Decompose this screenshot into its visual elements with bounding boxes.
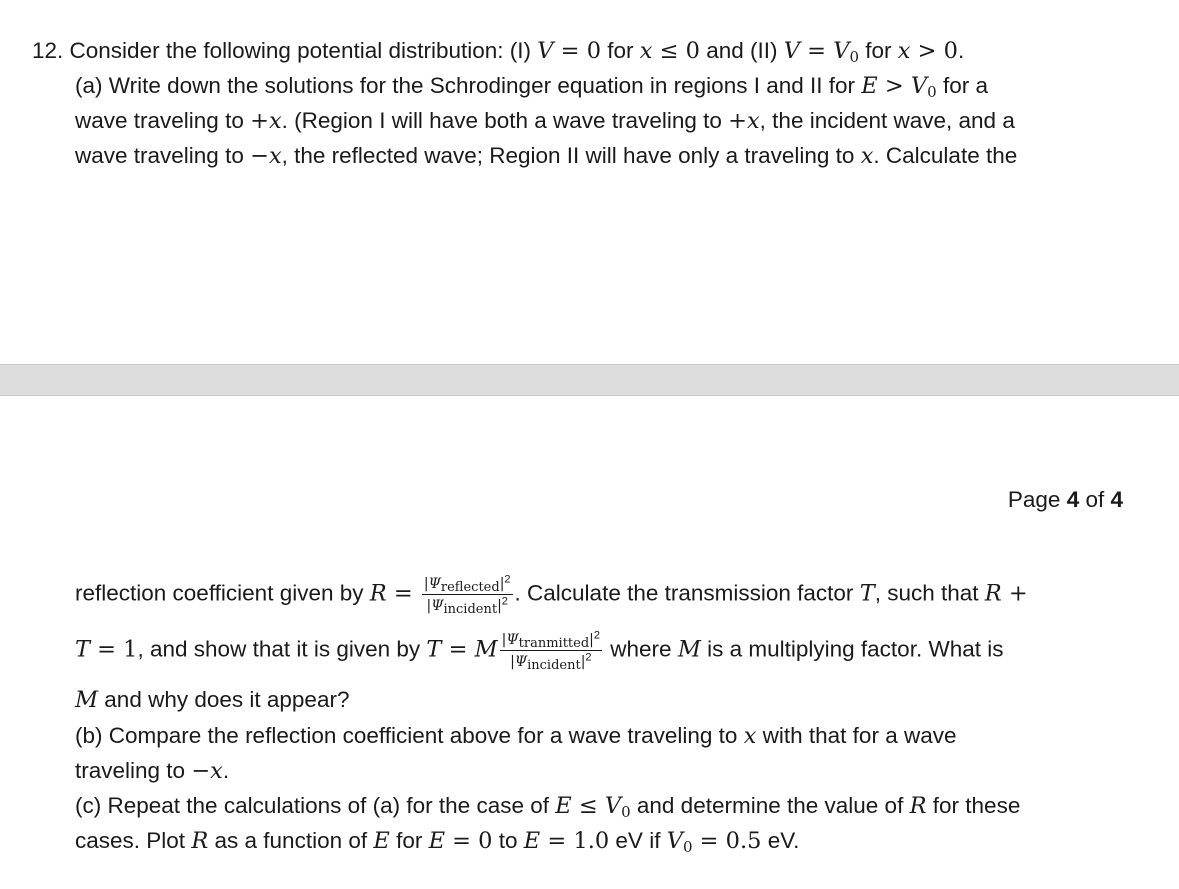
math-symbol: E: [428, 828, 446, 854]
question-12-line-10: [75, 793, 1021, 821]
total-pages: 4: [1110, 487, 1123, 512]
text: . (Region I will have both a wave traveling to: [281, 108, 729, 133]
math-text: = 0.5: [692, 828, 762, 854]
abs-bar: |: [497, 598, 502, 614]
text: , the incident wave, and a: [759, 108, 1015, 133]
text: eV.: [761, 828, 800, 853]
math-symbol: M: [677, 636, 701, 663]
math-symbol: V: [910, 73, 928, 99]
text: and why does it appear?: [98, 687, 350, 712]
transmission-fraction: [500, 629, 602, 673]
math-subscript: 0: [621, 803, 631, 821]
text: (c) Repeat the calculations of (a) for the case of: [75, 793, 556, 818]
math-symbol: +x: [728, 108, 760, 134]
text: of: [1079, 487, 1111, 512]
math-symbol: R: [369, 580, 387, 607]
text: reflection coefficient given by: [75, 580, 370, 606]
question-12-line-6: [75, 629, 1004, 673]
math-subscript: 0: [849, 48, 859, 66]
text: cases. Plot: [75, 828, 192, 853]
math-symbol: E: [861, 73, 878, 99]
fraction-numerator: [500, 629, 602, 651]
abs-bar: |: [510, 654, 515, 670]
text: . Calculate the: [873, 143, 1018, 168]
text: for: [389, 828, 429, 853]
math-symbol: V: [604, 793, 622, 819]
text: Consider the following potential distribution: (I): [63, 38, 538, 63]
math-symbol: R: [909, 793, 927, 819]
text: with that for a wave: [756, 723, 957, 748]
text: , such that: [874, 580, 985, 606]
text: (b) Compare the reflection coefficient above for a wave traveling to: [75, 723, 744, 748]
math-text: ≤: [571, 793, 605, 819]
math-text: =: [441, 636, 475, 663]
text: for these: [926, 793, 1021, 818]
math-symbol: T: [426, 636, 442, 663]
psi-symbol: Ψ: [431, 598, 444, 614]
math-text: = 1.0: [540, 828, 610, 854]
exponent: 2: [501, 595, 508, 608]
math-subscript: 0: [927, 83, 937, 101]
math-symbol: T: [859, 580, 875, 607]
math-subscript: 0: [682, 838, 693, 856]
math-text: =: [800, 38, 834, 64]
text: for: [858, 38, 898, 63]
reflection-fraction: [422, 573, 513, 617]
text: eV if: [609, 828, 667, 853]
text: wave traveling to: [75, 143, 251, 168]
math-symbol: +x: [250, 108, 282, 134]
question-12-line-7: [75, 689, 349, 712]
fraction-denominator: [500, 651, 602, 673]
math-symbol: E: [373, 828, 390, 854]
question-12-line-11: [75, 828, 800, 856]
abs-bar: |: [423, 576, 429, 592]
math-symbol: R: [984, 580, 1002, 607]
page-number: [1008, 487, 1123, 513]
math-symbol: M: [75, 687, 99, 713]
psi-subscript: tranmitted: [518, 636, 590, 651]
math-symbol: V: [783, 38, 801, 64]
psi-subscript: reflected: [440, 580, 500, 595]
question-12-line-8: [75, 725, 957, 748]
text: wave traveling to: [75, 108, 251, 133]
math-symbol: x: [897, 38, 911, 64]
abs-bar: |: [426, 598, 432, 614]
math-symbol: −x: [250, 143, 282, 169]
current-page: 4: [1066, 487, 1080, 512]
psi-symbol: Ψ: [514, 654, 528, 670]
text: for a: [936, 73, 988, 98]
psi-subscript: incident: [527, 658, 581, 673]
math-symbol: E: [555, 793, 572, 819]
question-12-line-4: [75, 145, 1017, 168]
text: as a function of: [208, 828, 374, 853]
text: Page: [1007, 487, 1067, 512]
abs-bar: |: [580, 654, 586, 670]
text: is a multiplying factor. What is: [700, 636, 1004, 662]
question-12-line-3: [75, 110, 1015, 133]
exponent: 2: [585, 651, 592, 664]
text: and (II): [699, 38, 784, 63]
fraction-denominator: [422, 595, 513, 617]
math-symbol: V: [666, 828, 683, 854]
question-12-line-1: [32, 38, 965, 66]
abs-bar: |: [501, 632, 507, 648]
math-text: ≤ 0: [652, 38, 700, 64]
text: (a) Write down the solutions for the Schrodinger equation in regions I and II for: [75, 73, 862, 98]
exponent: 2: [593, 629, 601, 642]
math-symbol: V: [833, 38, 850, 64]
text: .: [222, 758, 230, 783]
abs-bar: |: [499, 576, 505, 592]
psi-subscript: incident: [443, 602, 498, 617]
question-12-line-9: [75, 760, 229, 783]
text: where: [604, 636, 678, 662]
abs-bar: |: [589, 632, 594, 648]
text: and determine the value of: [630, 793, 910, 818]
math-text: = 0: [445, 828, 493, 854]
math-text: > 0: [910, 38, 958, 64]
question-12-line-5: [75, 573, 1028, 617]
page-separator: [0, 364, 1179, 396]
text: , the reflected wave; Region II will have only a traveling to: [281, 143, 861, 168]
text: for: [601, 38, 640, 63]
text: .: [957, 38, 965, 63]
fraction-numerator: [422, 573, 513, 595]
math-text: +: [1001, 580, 1028, 607]
text: , and show that it is given by: [137, 636, 427, 662]
text: . Calculate the transmission factor: [514, 580, 860, 606]
math-symbol: x: [639, 38, 653, 64]
math-text: = 1: [90, 636, 138, 663]
math-text: = 0: [553, 38, 602, 64]
math-symbol: R: [191, 828, 209, 854]
text: to: [492, 828, 524, 853]
psi-symbol: Ψ: [506, 632, 519, 648]
math-symbol: x: [743, 723, 757, 749]
text: traveling to: [75, 758, 192, 783]
psi-symbol: Ψ: [428, 576, 441, 592]
exponent: 2: [504, 573, 511, 586]
question-12-line-2: [75, 73, 988, 101]
math-symbol: V: [537, 38, 554, 64]
question-number: 12.: [32, 38, 64, 63]
math-symbol: T: [75, 636, 91, 663]
math-text: =: [386, 580, 420, 607]
math-symbol: −x: [191, 758, 223, 784]
math-symbol: E: [523, 828, 541, 854]
math-symbol: x: [860, 143, 874, 169]
page-3-bottom: [0, 0, 1179, 364]
math-text: >: [877, 73, 911, 99]
math-symbol: M: [474, 636, 498, 663]
